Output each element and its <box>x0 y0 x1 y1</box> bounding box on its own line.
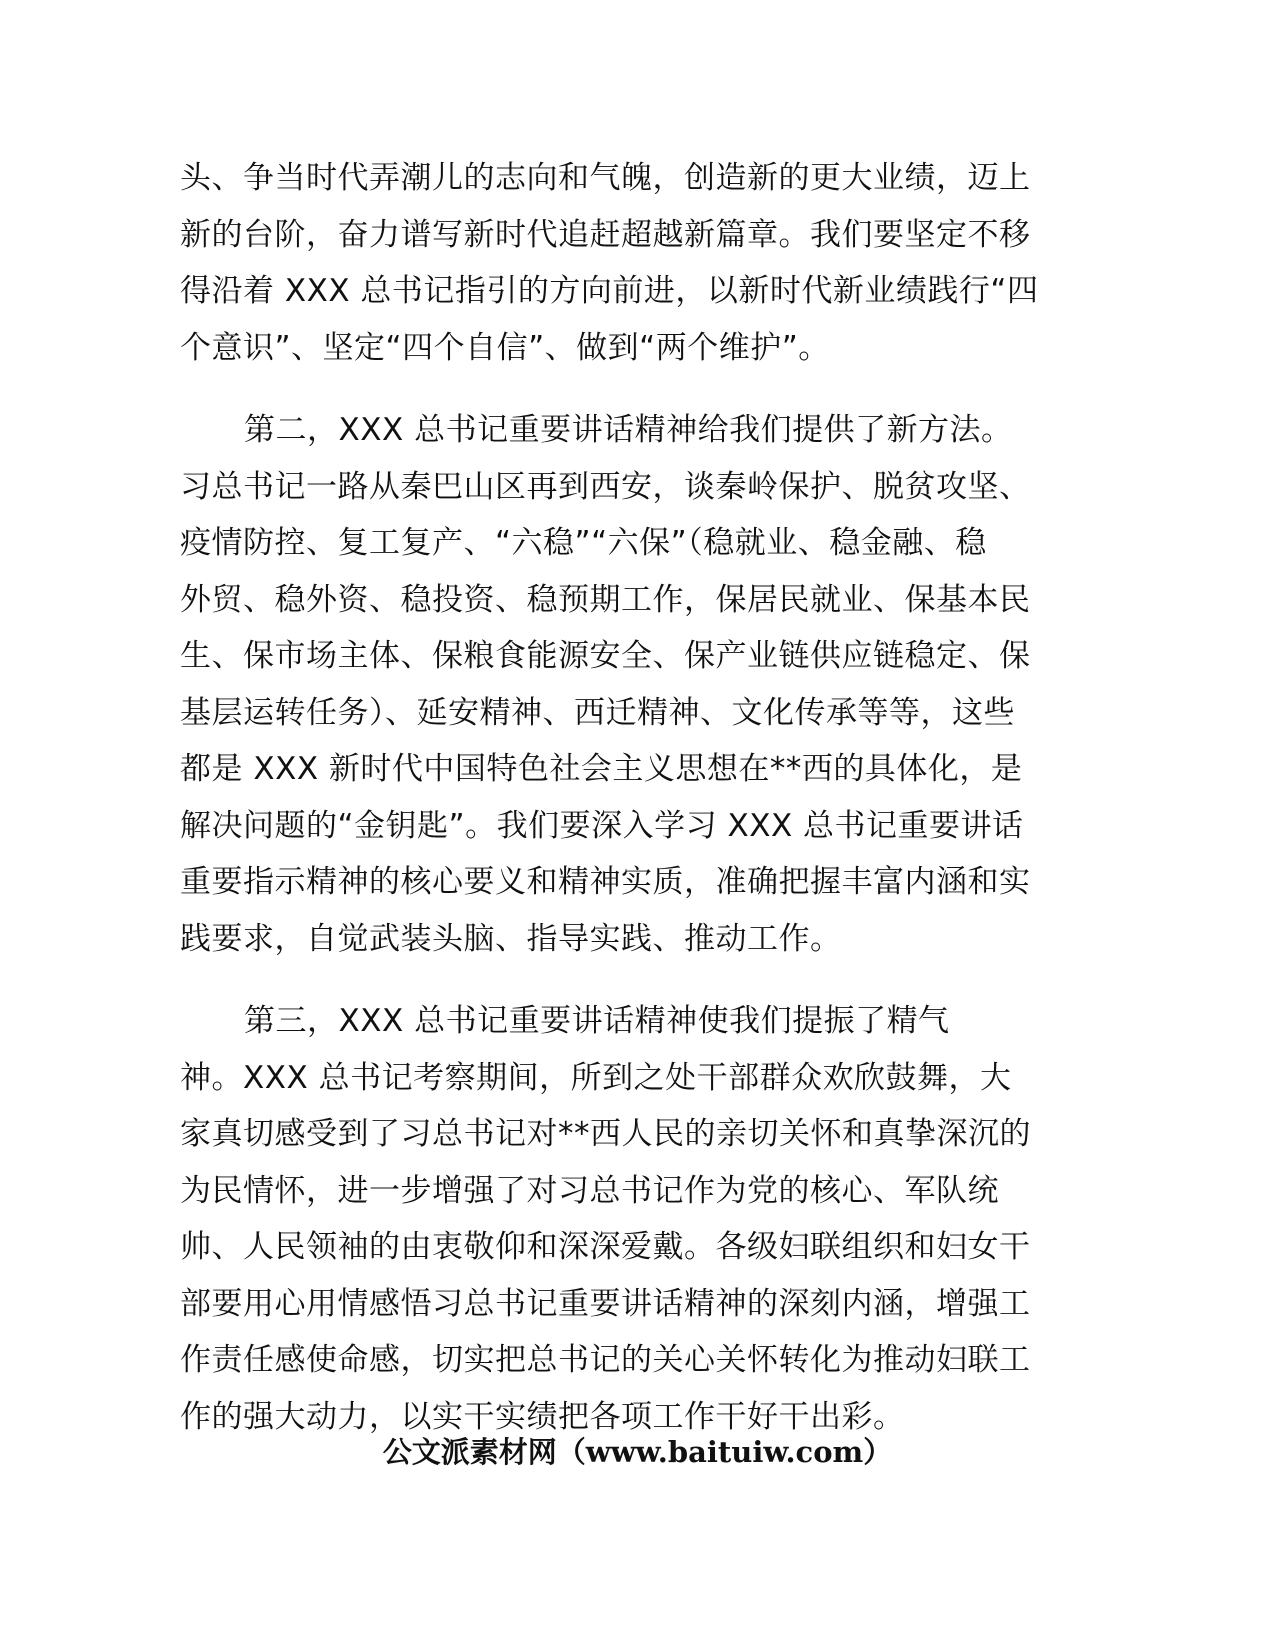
text-line: 重要指示精神的核心要义和精神实质，准确把握丰富内涵和实 <box>180 864 1031 900</box>
text-line: 作责任感使命感，切实把总书记的关心关怀转化为推动妇联工 <box>180 1342 1031 1378</box>
text-line: 践要求，自觉武装头脑、指导实践、推动工作。 <box>180 920 842 957</box>
text-line: 外贸、稳外资、稳投资、稳预期工作，保居民就业、保基本民 <box>180 581 1031 618</box>
text-line: 第三，XXX 总书记重要讲话精神使我们提振了精气 <box>244 1003 950 1039</box>
text-line: 疫情防控、复工复产、“六稳”“六保”（稳就业、稳金融、稳 <box>180 525 987 561</box>
text-line: 生、保市场主体、保粮食能源安全、保产业链供应链稳定、保 <box>180 638 1031 674</box>
text-line: 解决问题的“金钥匙”。我们要深入学习 XXX 总书记重要讲话 <box>180 807 1024 844</box>
text-line: 帅、人民领袖的由衷敬仰和深深爱戴。各级妇联组织和妇女干 <box>180 1229 1031 1265</box>
document-body <box>180 150 1040 1471</box>
paragraph-1 <box>180 150 1040 376</box>
footer-watermark: 公文派素材网（www.baituiw.com） <box>382 1435 893 1469</box>
text-line: 新的台阶，奋力谱写新时代追赶超越新篇章。我们要坚定不移 <box>180 216 1031 253</box>
text-line: 家真切感受到了习总书记对**西人民的亲切关怀和真挚深沉的 <box>180 1116 1031 1152</box>
text-line: 个意识”、坚定“四个自信”、做到“两个维护”。 <box>180 329 830 366</box>
text-line: 部要用心用情感悟习总书记重要讲话精神的深刻内涵，增强工 <box>180 1285 1031 1322</box>
text-line: 第二，XXX 总书记重要讲话精神给我们提供了新方法。 <box>244 412 1013 448</box>
text-line: 习总书记一路从秦巴山区再到西安，谈秦岭保护、脱贫攻坚、 <box>180 468 1031 505</box>
text-line: 基层运转任务）、延安精神、西迁精神、文化传承等等，这些 <box>180 694 1015 731</box>
text-line: 为民情怀，进一步增强了对习总书记作为党的核心、军队统 <box>180 1172 999 1209</box>
paragraph-3 <box>180 993 1040 1445</box>
text-line: 作的强大动力，以实干实绩把各项工作干好干出彩。 <box>180 1398 905 1435</box>
paragraph-2 <box>180 402 1040 967</box>
text-line: 神。XXX 总书记考察期间，所到之处干部群众欢欣鼓舞，大 <box>180 1059 1012 1096</box>
text-line: 都是 XXX 新时代中国特色社会主义思想在**西的具体化，是 <box>180 751 1023 787</box>
text-line: 得沿着 XXX 总书记指引的方向前进，以新时代新业绩践行“四 <box>180 273 1039 309</box>
text-line: 头、争当时代弄潮儿的志向和气魄，创造新的更大业绩，迈上 <box>180 160 1031 196</box>
